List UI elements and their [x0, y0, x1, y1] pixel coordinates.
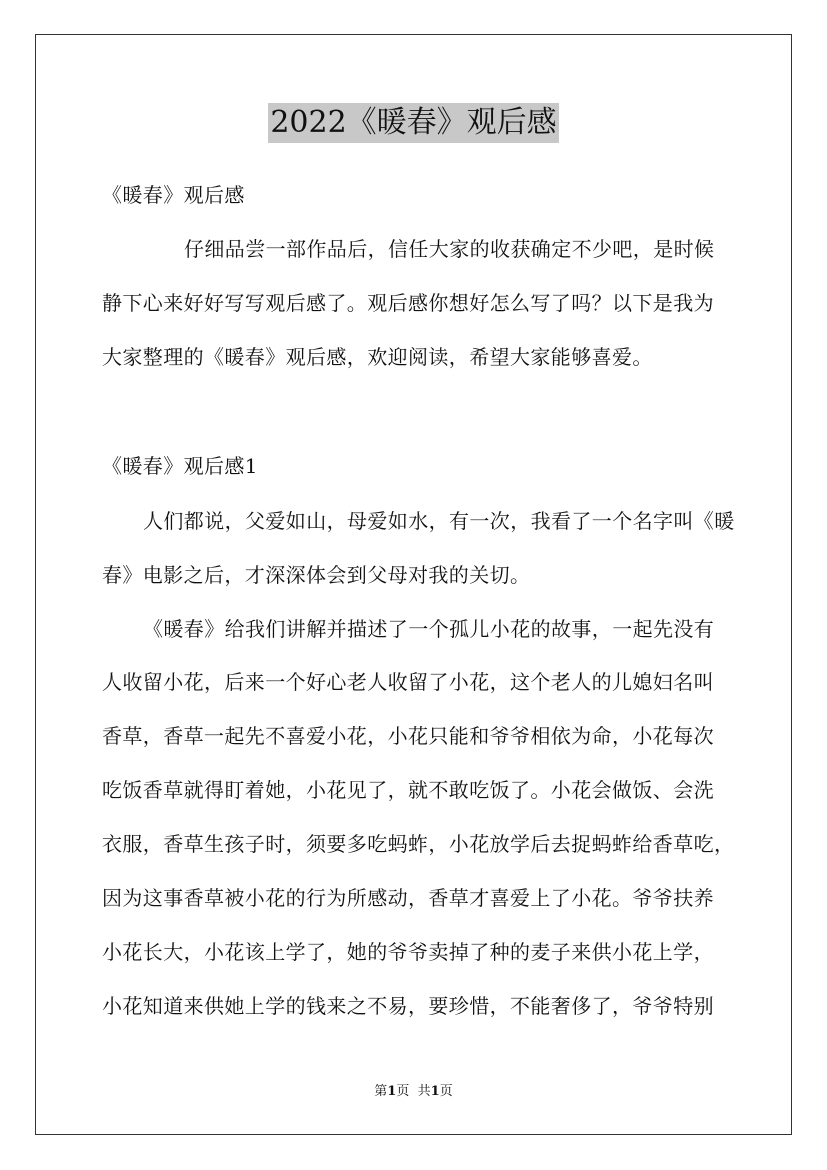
footer-page-prefix: 第	[374, 1084, 388, 1099]
title-container	[0, 103, 827, 143]
footer-total-number: 1	[430, 1084, 440, 1099]
subheading: 《暖春》观后感	[102, 183, 245, 207]
body-line: 人们都说，父爱如山，母爱如水，有一次，我看了一个名字叫《暖	[143, 509, 735, 533]
body-line: 衣服，香草生孩子时，须要多吃蚂蚱，小花放学后去捉蚂蚱给香草吃，	[102, 832, 735, 856]
body-line: 小花长大，小花该上学了，她的爷爷卖掉了种的麦子来供小花上学，	[102, 940, 714, 964]
body-line: 《暖春》给我们讲解并描述了一个孤儿小花的故事，一起先没有	[143, 617, 715, 641]
intro-line: 大家整理的《暖春》观后感，欢迎阅读，希望大家能够喜爱。	[102, 345, 653, 369]
footer-total-prefix: 共	[417, 1084, 431, 1099]
footer-page-suffix: 页	[396, 1084, 410, 1099]
page-title: 2022《暖春》观后感	[268, 103, 558, 143]
section-heading: 《暖春》观后感1	[102, 454, 258, 478]
body-line: 香草，香草一起先不喜爱小花，小花只能和爷爷相依为命，小花每次	[102, 724, 714, 748]
body-line: 吃饭香草就得盯着她，小花见了，就不敢吃饭了。小花会做饭、会洗	[102, 778, 714, 802]
body-line: 春》电影之后，才深深体会到父母对我的关切。	[102, 563, 531, 587]
body-line: 因为这事香草被小花的行为所感动，香草才喜爱上了小花。爷爷扶养	[102, 886, 714, 910]
footer-page-number: 1	[387, 1084, 397, 1099]
intro-line: 仔细品尝一部作品后，信任大家的收获确定不少吧，是时候	[184, 237, 715, 261]
body-line: 小花知道来供她上学的钱来之不易，要珍惜，不能奢侈了，爷爷特别	[102, 994, 714, 1018]
footer-total-suffix: 页	[439, 1084, 453, 1099]
intro-line: 静下心来好好写写观后感了。观后感你想好怎么写了吗？以下是我为	[102, 291, 714, 315]
page-footer	[0, 1083, 827, 1101]
body-line: 人收留小花，后来一个好心老人收留了小花，这个老人的儿媳妇名叫	[102, 670, 714, 694]
